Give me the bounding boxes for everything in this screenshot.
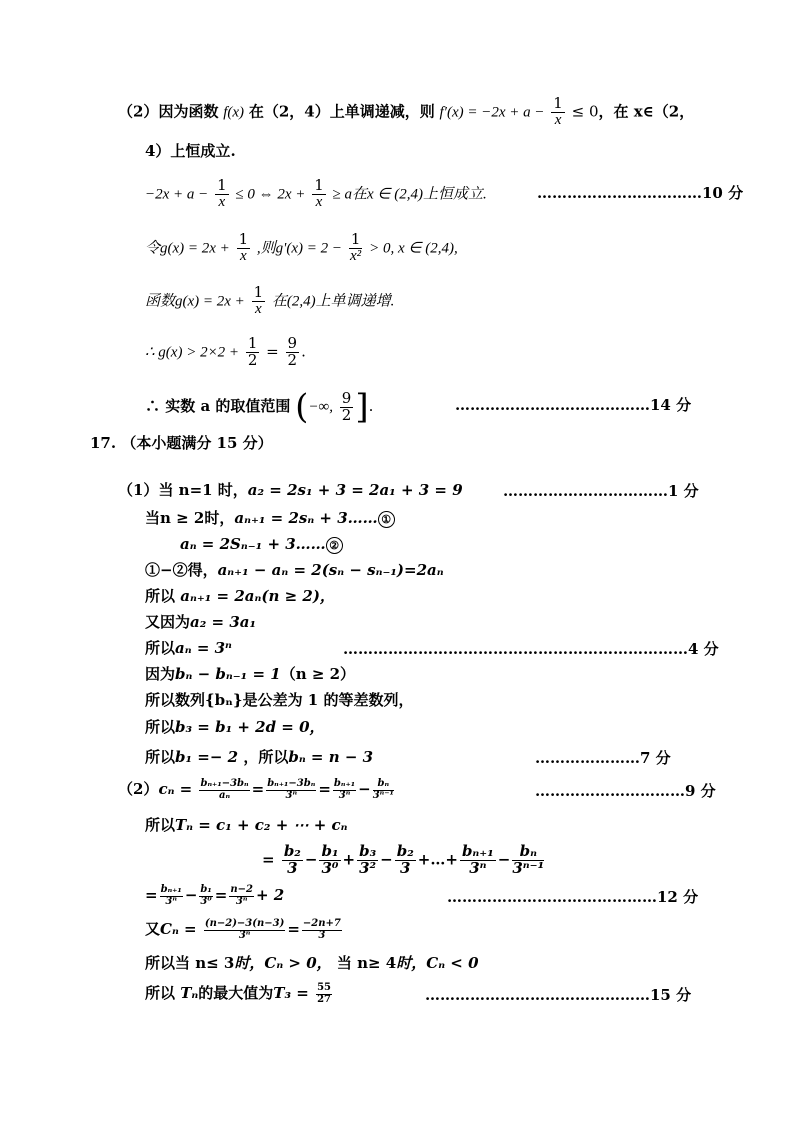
numerator: 9 xyxy=(287,334,298,352)
denominator: 27 xyxy=(317,993,331,1005)
math: a₂ = 2s₁ + 3 = 2a₁ + 3 = 9 xyxy=(247,481,463,499)
denominator: 2 xyxy=(341,405,352,424)
score-14: …………………………………14 分 xyxy=(455,396,692,414)
text: ，所以 xyxy=(243,748,289,766)
score-9: …………………………9 分 xyxy=(535,782,716,800)
q17-p1-line9: 所以数列{bₙ}是公差为 1 的等差数列， xyxy=(145,691,414,709)
numerator: bₙ xyxy=(512,844,544,861)
q17-p2-line2 xyxy=(145,814,348,836)
denominator: aₙ xyxy=(219,789,231,801)
q17-p2-line5: 又Cₙ = $\frac{(n-2)-3(n-3)}{\text{3ⁿ}}$ = $\frac{-2n+7}{3}$ xyxy=(145,918,341,941)
numerator: 1 xyxy=(350,230,361,248)
numerator: 1 xyxy=(247,334,258,352)
numerator: bₙ₊₁−3bₙ xyxy=(200,778,249,789)
q17-p1-line6 xyxy=(145,611,256,633)
q17-p1-line10 xyxy=(145,716,325,738)
text: 所以当 n≤ 3 xyxy=(145,954,235,972)
denominator: 2 xyxy=(247,350,258,369)
denominator: x xyxy=(255,300,262,317)
part-label: （2） xyxy=(118,780,159,798)
score-10: ……………………………10 分 xyxy=(537,184,744,202)
fraction xyxy=(282,844,303,877)
numerator: 1 xyxy=(314,176,324,194)
math: Tₙ = c₁ + c₂ + ⋯ + cₙ xyxy=(175,816,348,834)
denominator: 3ⁿ xyxy=(469,858,487,877)
part-label: （1） xyxy=(118,481,159,499)
fraction xyxy=(199,885,212,907)
q17-p1-line5 xyxy=(145,585,335,607)
text: 因为函数 xyxy=(158,102,219,121)
fraction xyxy=(266,779,316,801)
numerator: b₁ xyxy=(200,884,212,895)
fraction xyxy=(229,885,254,907)
denominator: 2 xyxy=(287,350,298,369)
math: + 2 xyxy=(255,886,285,904)
math: Tₙ xyxy=(180,984,199,1002)
text: 所以 xyxy=(145,748,176,766)
numerator: b₃ xyxy=(359,842,377,860)
q17-p2-line4: = $\frac{\text{bₙ₊₁}}{\text{3ⁿ}}$ − $\frac{\text{b₁}}{\text{3⁰}}$ = $\frac{n-2}{\text{3ⁿ}}$ + 2 xyxy=(145,884,285,907)
numerator: bₙ₊₁ xyxy=(461,842,494,860)
fraction xyxy=(286,336,300,369)
math: +…+ xyxy=(417,850,458,869)
numerator: bₙ₊₁ xyxy=(333,778,356,789)
math: ≤ 0 ⇔ 2x + xyxy=(235,186,306,203)
math: . xyxy=(368,397,374,415)
numerator: b₂ xyxy=(283,842,301,860)
denominator: x² xyxy=(350,247,362,264)
text: ①−②得， xyxy=(145,561,218,579)
fraction xyxy=(349,232,363,265)
numerator: 1 xyxy=(217,176,227,194)
denominator: 3⁰ xyxy=(321,858,339,877)
math: f′(x) = −2x + a − xyxy=(439,104,545,121)
denominator: 3ⁿ xyxy=(235,895,248,907)
text: 时， xyxy=(234,954,265,972)
text: ，在 x∈（2， xyxy=(598,102,695,121)
math: Cₙ < 0 xyxy=(426,954,479,972)
numerator: (n−2)−3(n−3) xyxy=(204,918,285,929)
text: 时， xyxy=(396,954,427,972)
math: T₃ = xyxy=(273,984,309,1002)
math: Cₙ > 0， xyxy=(264,954,332,972)
math: = xyxy=(266,342,279,361)
math: 在(2,4)上单调递增. xyxy=(271,293,395,310)
fraction xyxy=(215,178,229,211)
math: aₙ₊₁ − aₙ = 2(sₙ − sₙ₋₁)=2aₙ xyxy=(217,561,444,579)
math: aₙ = 3ⁿ xyxy=(175,639,232,657)
denominator: 3 xyxy=(318,929,326,941)
denominator: x xyxy=(240,247,247,264)
q17-p2-line3: = $\frac{\text{b₂}}{3}$ − $\frac{\text{b₁}}{\text{3⁰}}$ + $\frac{\text{b₃}}{\text{3²}}$ − $\frac{\text{b₂}}{3}$ +…+ $\frac{\text{bₙ₊₁}}{\text{3ⁿ}}$ − $\frac{\text{bₙ}}{\text{3ⁿ⁻¹}}$ xyxy=(262,842,545,877)
fraction xyxy=(373,779,394,801)
q17-p1-line2 xyxy=(145,507,395,529)
text: 当 n≥ 4 xyxy=(336,954,397,972)
math: aₙ = 2Sₙ₋₁ + 3…… xyxy=(180,535,326,553)
math: = xyxy=(145,886,158,904)
range-line xyxy=(145,387,374,427)
numerator: bₙ₊₁ xyxy=(160,884,182,895)
left-paren: ( xyxy=(295,387,309,427)
fraction xyxy=(199,779,249,801)
circled-two: ② xyxy=(326,537,343,554)
text: 所以 xyxy=(145,984,181,1002)
q17-p1-line4 xyxy=(145,559,444,581)
score-4: ……………………………………………………………4 分 xyxy=(343,640,719,658)
fraction xyxy=(302,919,342,941)
math: 令g(x) = 2x + xyxy=(145,240,230,257)
text: 所以 xyxy=(145,639,176,657)
math: −∞, xyxy=(308,399,334,415)
fraction xyxy=(252,285,266,318)
score-12: ……………………………………12 分 xyxy=(447,888,699,906)
math: aₙ₊₁ = 2sₙ + 3…… xyxy=(234,509,378,527)
question-17-title: 17. （本小题满分 15 分） xyxy=(90,434,273,452)
denominator: 3² xyxy=(359,858,377,877)
math: ∴ g(x) > 2×2 + xyxy=(145,344,240,361)
q17-p1-line1 xyxy=(118,479,463,501)
q17-p2-line6 xyxy=(145,952,479,974)
text: 又 xyxy=(145,920,161,938)
numerator: bₙ₊₁−3bₙ xyxy=(267,778,316,789)
math: . xyxy=(301,342,306,361)
math: cₙ = xyxy=(158,780,193,798)
q17-p1-line3 xyxy=(180,533,343,555)
math: f(x) xyxy=(223,104,245,121)
denominator: 3 xyxy=(287,858,298,877)
text: 所以 xyxy=(145,816,176,834)
score-15: ………………………………………15 分 xyxy=(425,986,692,1004)
part2-statement xyxy=(118,96,694,129)
math: a₂ = 3a₁ xyxy=(190,613,257,631)
score-1: ……………………………1 分 xyxy=(503,482,699,500)
numerator: b₁ xyxy=(321,842,339,860)
fraction xyxy=(551,96,565,129)
fraction xyxy=(319,844,340,877)
math: ≤ 0 xyxy=(571,102,599,121)
math: bₙ = n − 3 xyxy=(288,748,374,766)
numerator: b₂ xyxy=(396,842,414,860)
q17-p1-line7 xyxy=(145,637,232,659)
math: bₙ − bₙ₋₁ = 1 xyxy=(175,665,281,683)
g-increasing-line xyxy=(145,285,394,318)
numerator: 9 xyxy=(341,388,352,407)
numerator: 1 xyxy=(253,283,264,301)
numerator: −2n+7 xyxy=(302,918,341,929)
q17-p2-line1: （2）cₙ = $\frac{\text{bₙ₊₁−3bₙ}}{\text{aₙ}}$ = $\frac{\text{bₙ₊₁−3bₙ}}{\text{3ⁿ}}$ = $\frac{\text{bₙ₊₁}}{\text{3ⁿ}}$ − $\frac{\text{bₙ}}{\text{3ⁿ⁻¹}}$ xyxy=(118,778,394,801)
math: > 0, x ∈ (2,4), xyxy=(369,240,458,257)
fraction xyxy=(333,779,356,801)
denominator: 3ⁿ xyxy=(165,895,177,907)
q17-p1-line11 xyxy=(145,746,373,768)
fraction xyxy=(237,232,251,265)
numerator: 1 xyxy=(238,230,249,248)
math: ,则g'(x) = 2 − xyxy=(256,240,343,257)
denominator: x xyxy=(315,193,323,210)
fraction xyxy=(357,844,378,877)
fraction xyxy=(246,336,260,369)
fraction xyxy=(460,844,496,877)
text: 所以 xyxy=(145,587,176,605)
text: 的最大值为 xyxy=(198,984,274,1002)
text: （n ≥ 2） xyxy=(280,665,356,683)
denominator: x xyxy=(218,193,226,210)
text: 在（2，4）上单调递减，则 xyxy=(248,102,435,121)
fraction xyxy=(395,844,416,877)
math: = xyxy=(262,850,275,869)
denominator: 3⁰ xyxy=(200,895,212,907)
fraction xyxy=(312,178,326,211)
denominator: 3ⁿ⁻¹ xyxy=(512,858,545,877)
math: b₁ =− 2 xyxy=(175,748,239,766)
math: ≥ a在x ∈ (2,4)上恒成立. xyxy=(332,186,487,203)
denominator: 3 xyxy=(400,858,411,877)
text: ∴ 实数 a 的取值范围 xyxy=(145,397,291,415)
text: 所以 xyxy=(145,718,176,736)
numerator: bₙ xyxy=(373,779,394,791)
math: 函数g(x) = 2x + xyxy=(145,293,245,310)
text: 又因为 xyxy=(145,613,191,631)
fraction xyxy=(316,983,332,1005)
circled-one: ① xyxy=(378,511,395,528)
fraction xyxy=(160,885,183,907)
q17-p1-line8 xyxy=(145,663,355,685)
score-7: …………………7 分 xyxy=(535,749,671,767)
denominator: x xyxy=(554,111,562,128)
part2-statement-cont: 4）上恒成立. xyxy=(145,142,236,160)
right-bracket: ] xyxy=(355,387,369,427)
equivalence-line xyxy=(145,178,487,211)
g-bound-line xyxy=(145,336,306,369)
text: 当n ≥ 2时， xyxy=(145,509,235,527)
numerator: 55 xyxy=(317,982,331,993)
numerator: n−2 xyxy=(230,884,253,895)
math: −2x + a − xyxy=(145,186,209,203)
define-g-line xyxy=(145,232,458,265)
fraction xyxy=(204,919,285,941)
numerator: 1 xyxy=(553,94,563,112)
denominator: 3ⁿ xyxy=(338,789,351,801)
fraction xyxy=(340,388,354,424)
math: Cₙ = xyxy=(160,920,197,938)
text: 因为 xyxy=(145,665,176,683)
text: 当 n=1 时， xyxy=(158,481,248,499)
q17-p2-line7 xyxy=(145,982,334,1005)
denominator: 3ⁿ⁻¹ xyxy=(372,789,394,801)
denominator: 3ⁿ xyxy=(238,929,251,941)
part-label: （2） xyxy=(118,102,159,121)
fraction xyxy=(512,844,544,877)
denominator: 3ⁿ xyxy=(285,789,298,801)
math: aₙ₊₁ = 2aₙ(n ≥ 2)， xyxy=(180,587,335,605)
math: b₃ = b₁ + 2d = 0， xyxy=(175,718,325,736)
